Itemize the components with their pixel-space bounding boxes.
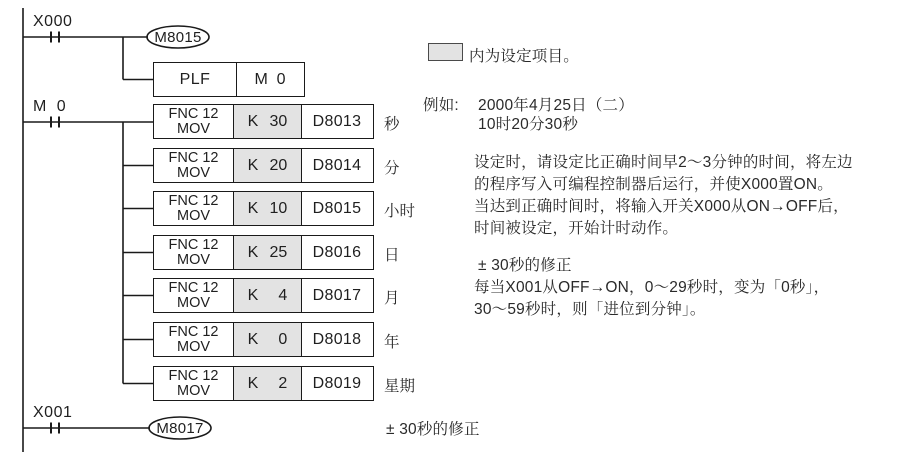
coil-m8015-label: M8015 <box>154 29 202 46</box>
fnc-cell <box>154 149 234 182</box>
fnc-cell <box>154 323 234 356</box>
dest-register-cell: D8015 <box>312 199 362 217</box>
fnc-cell <box>154 192 234 225</box>
dest-register-cell: D8017 <box>312 286 362 304</box>
contact-x001-label: X001 <box>33 404 73 421</box>
dest-register-cell: D8013 <box>312 112 362 130</box>
k-number: 25 <box>269 243 288 261</box>
k-letter: K <box>247 330 259 348</box>
k-number: 0 <box>278 330 288 348</box>
fnc-mnemonic: MOV <box>176 120 211 137</box>
contact-x000-label: X000 <box>33 13 73 30</box>
mov-row-seconds <box>153 104 374 139</box>
k-letter: K <box>247 374 259 392</box>
fnc-number: FNC 12 <box>168 105 219 122</box>
setting-note-line1: 设定时，请设定比正确时间早2～3分钟的时间，将左边 <box>474 154 853 171</box>
dest-register-cell: D8014 <box>312 156 362 174</box>
plf-instruction-box <box>153 62 305 97</box>
k-number: 30 <box>269 112 288 130</box>
unit-label-month: 月 <box>384 290 400 307</box>
unit-label-weekday: 星期 <box>384 378 416 395</box>
fnc-number: FNC 12 <box>168 236 219 253</box>
legend-text: 内为设定项目。 <box>469 48 579 65</box>
shaded-cell-legend-swatch <box>428 43 463 61</box>
k-number: 10 <box>269 199 288 217</box>
correction-note-line1: 每当X001从OFF→ON，0～29秒时，变为「0秒」， <box>474 279 830 296</box>
mov-row-hours <box>153 191 374 226</box>
k-value-cell <box>234 367 302 400</box>
fnc-mnemonic: MOV <box>176 338 211 355</box>
k-letter: K <box>247 199 259 217</box>
fnc-number: FNC 12 <box>168 149 219 166</box>
mov-row-month <box>153 278 374 313</box>
fnc-mnemonic: MOV <box>176 382 211 399</box>
dest-register-cell: D8018 <box>312 330 362 348</box>
correction-note-line2: 30～59秒时，则「进位到分钟」。 <box>474 301 706 318</box>
dest-register-cell: D8019 <box>312 374 362 392</box>
fnc-number: FNC 12 <box>168 323 219 340</box>
fnc-cell <box>154 236 234 269</box>
k-letter: K <box>247 243 259 261</box>
k-value-cell <box>234 279 302 312</box>
fnc-cell <box>154 105 234 138</box>
k-value-cell <box>234 149 302 182</box>
unit-label-hours: 小时 <box>384 203 416 220</box>
k-number: 4 <box>278 286 288 304</box>
coil-m8017-label: M8017 <box>156 420 204 437</box>
k-value-cell <box>234 192 302 225</box>
example-label: 例如: <box>423 97 459 114</box>
unit-label-seconds: 秒 <box>384 116 400 133</box>
k-letter: K <box>247 286 259 304</box>
fnc-mnemonic: MOV <box>176 207 211 224</box>
fnc-mnemonic: MOV <box>176 251 211 268</box>
k-value-cell <box>234 323 302 356</box>
plf-operand-cell: M 0 <box>254 70 286 88</box>
fnc-mnemonic: MOV <box>176 294 211 311</box>
k-letter: K <box>247 156 259 174</box>
plf-op-cell: PLF <box>154 63 237 96</box>
bottom-correction-note: ± 30秒的修正 <box>386 421 480 438</box>
unit-label-minutes: 分 <box>384 160 400 177</box>
k-number: 20 <box>269 156 288 174</box>
fnc-number: FNC 12 <box>168 192 219 209</box>
k-value-cell <box>234 236 302 269</box>
example-time-line: 10时20分30秒 <box>478 116 579 133</box>
unit-label-year: 年 <box>384 334 400 351</box>
mov-row-year <box>153 322 374 357</box>
setting-note-line3: 当达到正确时间时，将输入开关X000从ON→OFF后， <box>474 198 849 215</box>
example-date-line: 2000年4月25日（二） <box>478 97 634 114</box>
fnc-mnemonic: MOV <box>176 164 211 181</box>
mov-row-day <box>153 235 374 270</box>
dest-register-cell: D8016 <box>312 243 362 261</box>
contact-m0-label: M 0 <box>33 98 67 115</box>
mov-row-minutes <box>153 148 374 183</box>
unit-label-day: 日 <box>384 247 400 264</box>
k-letter: K <box>247 112 259 130</box>
setting-note-line4: 时间被设定，开始计时动作。 <box>474 220 679 237</box>
fnc-number: FNC 12 <box>168 279 219 296</box>
fnc-cell <box>154 367 234 400</box>
mov-row-weekday <box>153 366 374 401</box>
k-number: 2 <box>278 374 288 392</box>
correction-note-title: ± 30秒的修正 <box>478 257 572 274</box>
fnc-number: FNC 12 <box>168 367 219 384</box>
setting-note-line2: 的程序写入可编程控制器后运行，并使X000置ON。 <box>474 176 833 193</box>
k-value-cell <box>234 105 302 138</box>
fnc-cell <box>154 279 234 312</box>
